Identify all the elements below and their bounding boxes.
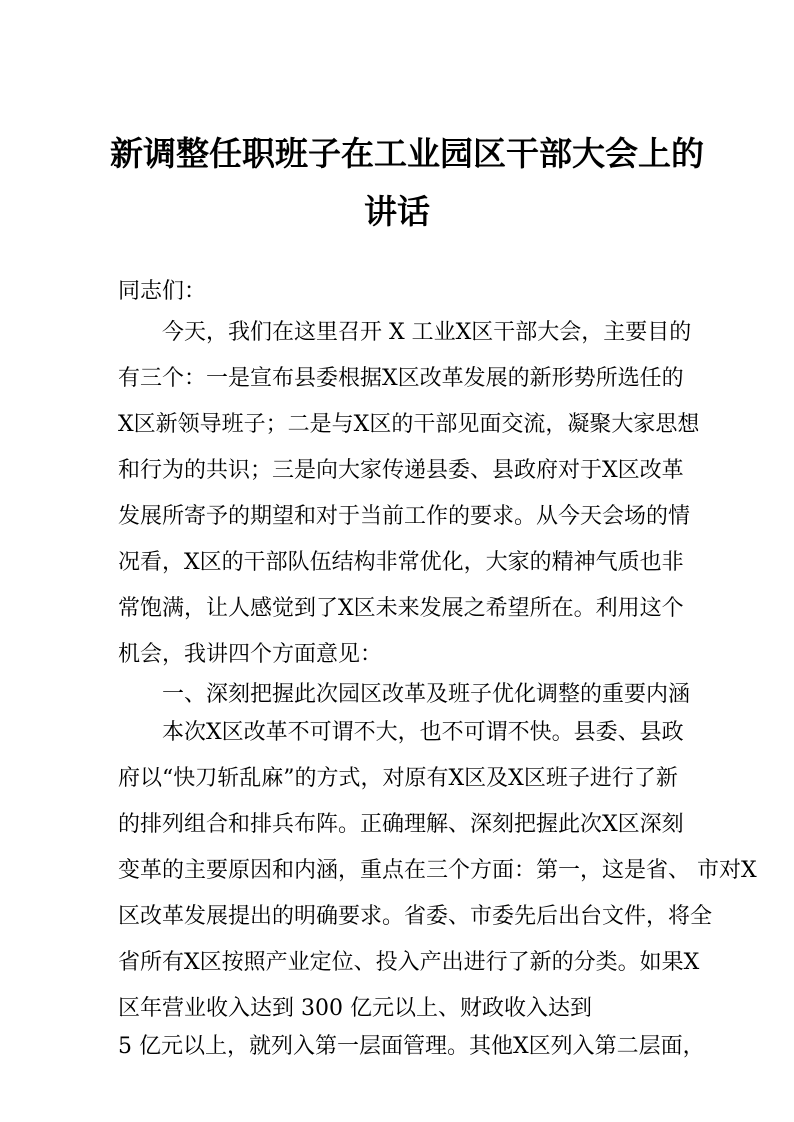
body-line: 本次X区改革不可谓不大，也不可谓不快。县委、县政 bbox=[118, 720, 684, 745]
document-title-line-1: 新调整任职班子在工业园区干部大会上的 bbox=[110, 134, 704, 173]
body-line: 府以“快刀斩乱麻”的方式，对原有X区及X区班子进行了新 bbox=[118, 766, 678, 791]
body-line: 今天，我们在这里召开 X 工业X区干部大会，主要目的 bbox=[118, 320, 692, 345]
body-line: 变革的主要原因和内涵，重点在三个方面：第一，这是省、 市对X bbox=[118, 858, 757, 883]
body-line: 5 亿元以上，就列入第一层面管理。其他X区列入第二层面， bbox=[118, 1034, 705, 1059]
body-line: 有三个：一是宣布县委根据X区改革发展的新形势所选任的 bbox=[118, 366, 684, 391]
section-heading: 一、深刻把握此次园区改革及班子优化调整的重要内涵 bbox=[118, 682, 691, 707]
body-line: 省所有X区按照产业定位、投入产出进行了新的分类。如果X bbox=[118, 950, 700, 975]
salutation: 同志们： bbox=[118, 279, 207, 304]
body-line: X区新领导班子；二是与X区的干部见面交流，凝聚大家思想 bbox=[118, 412, 700, 437]
body-line: 况看，X区的干部队伍结构非常优化，大家的精神气质也非 bbox=[118, 550, 684, 575]
body-line: 区年营业收入达到 300 亿元以上、财政收入达到 bbox=[118, 996, 592, 1021]
body-line: 区改革发展提出的明确要求。省委、市委先后出台文件，将全 bbox=[118, 904, 713, 929]
body-line: 和行为的共识；三是向大家传递县委、县政府对于X区改革 bbox=[118, 458, 684, 483]
body-line: 的排列组合和排兵布阵。正确理解、深刻把握此次X区深刻 bbox=[118, 812, 684, 837]
body-line: 机会，我讲四个方面意见： bbox=[118, 642, 383, 667]
body-line: 常饱满，让人感觉到了X区未来发展之希望所在。利用这个 bbox=[118, 596, 684, 621]
body-line: 发展所寄予的期望和对于当前工作的要求。从今天会场的情 bbox=[118, 504, 691, 529]
document-title-line-2: 讲话 bbox=[364, 192, 430, 231]
